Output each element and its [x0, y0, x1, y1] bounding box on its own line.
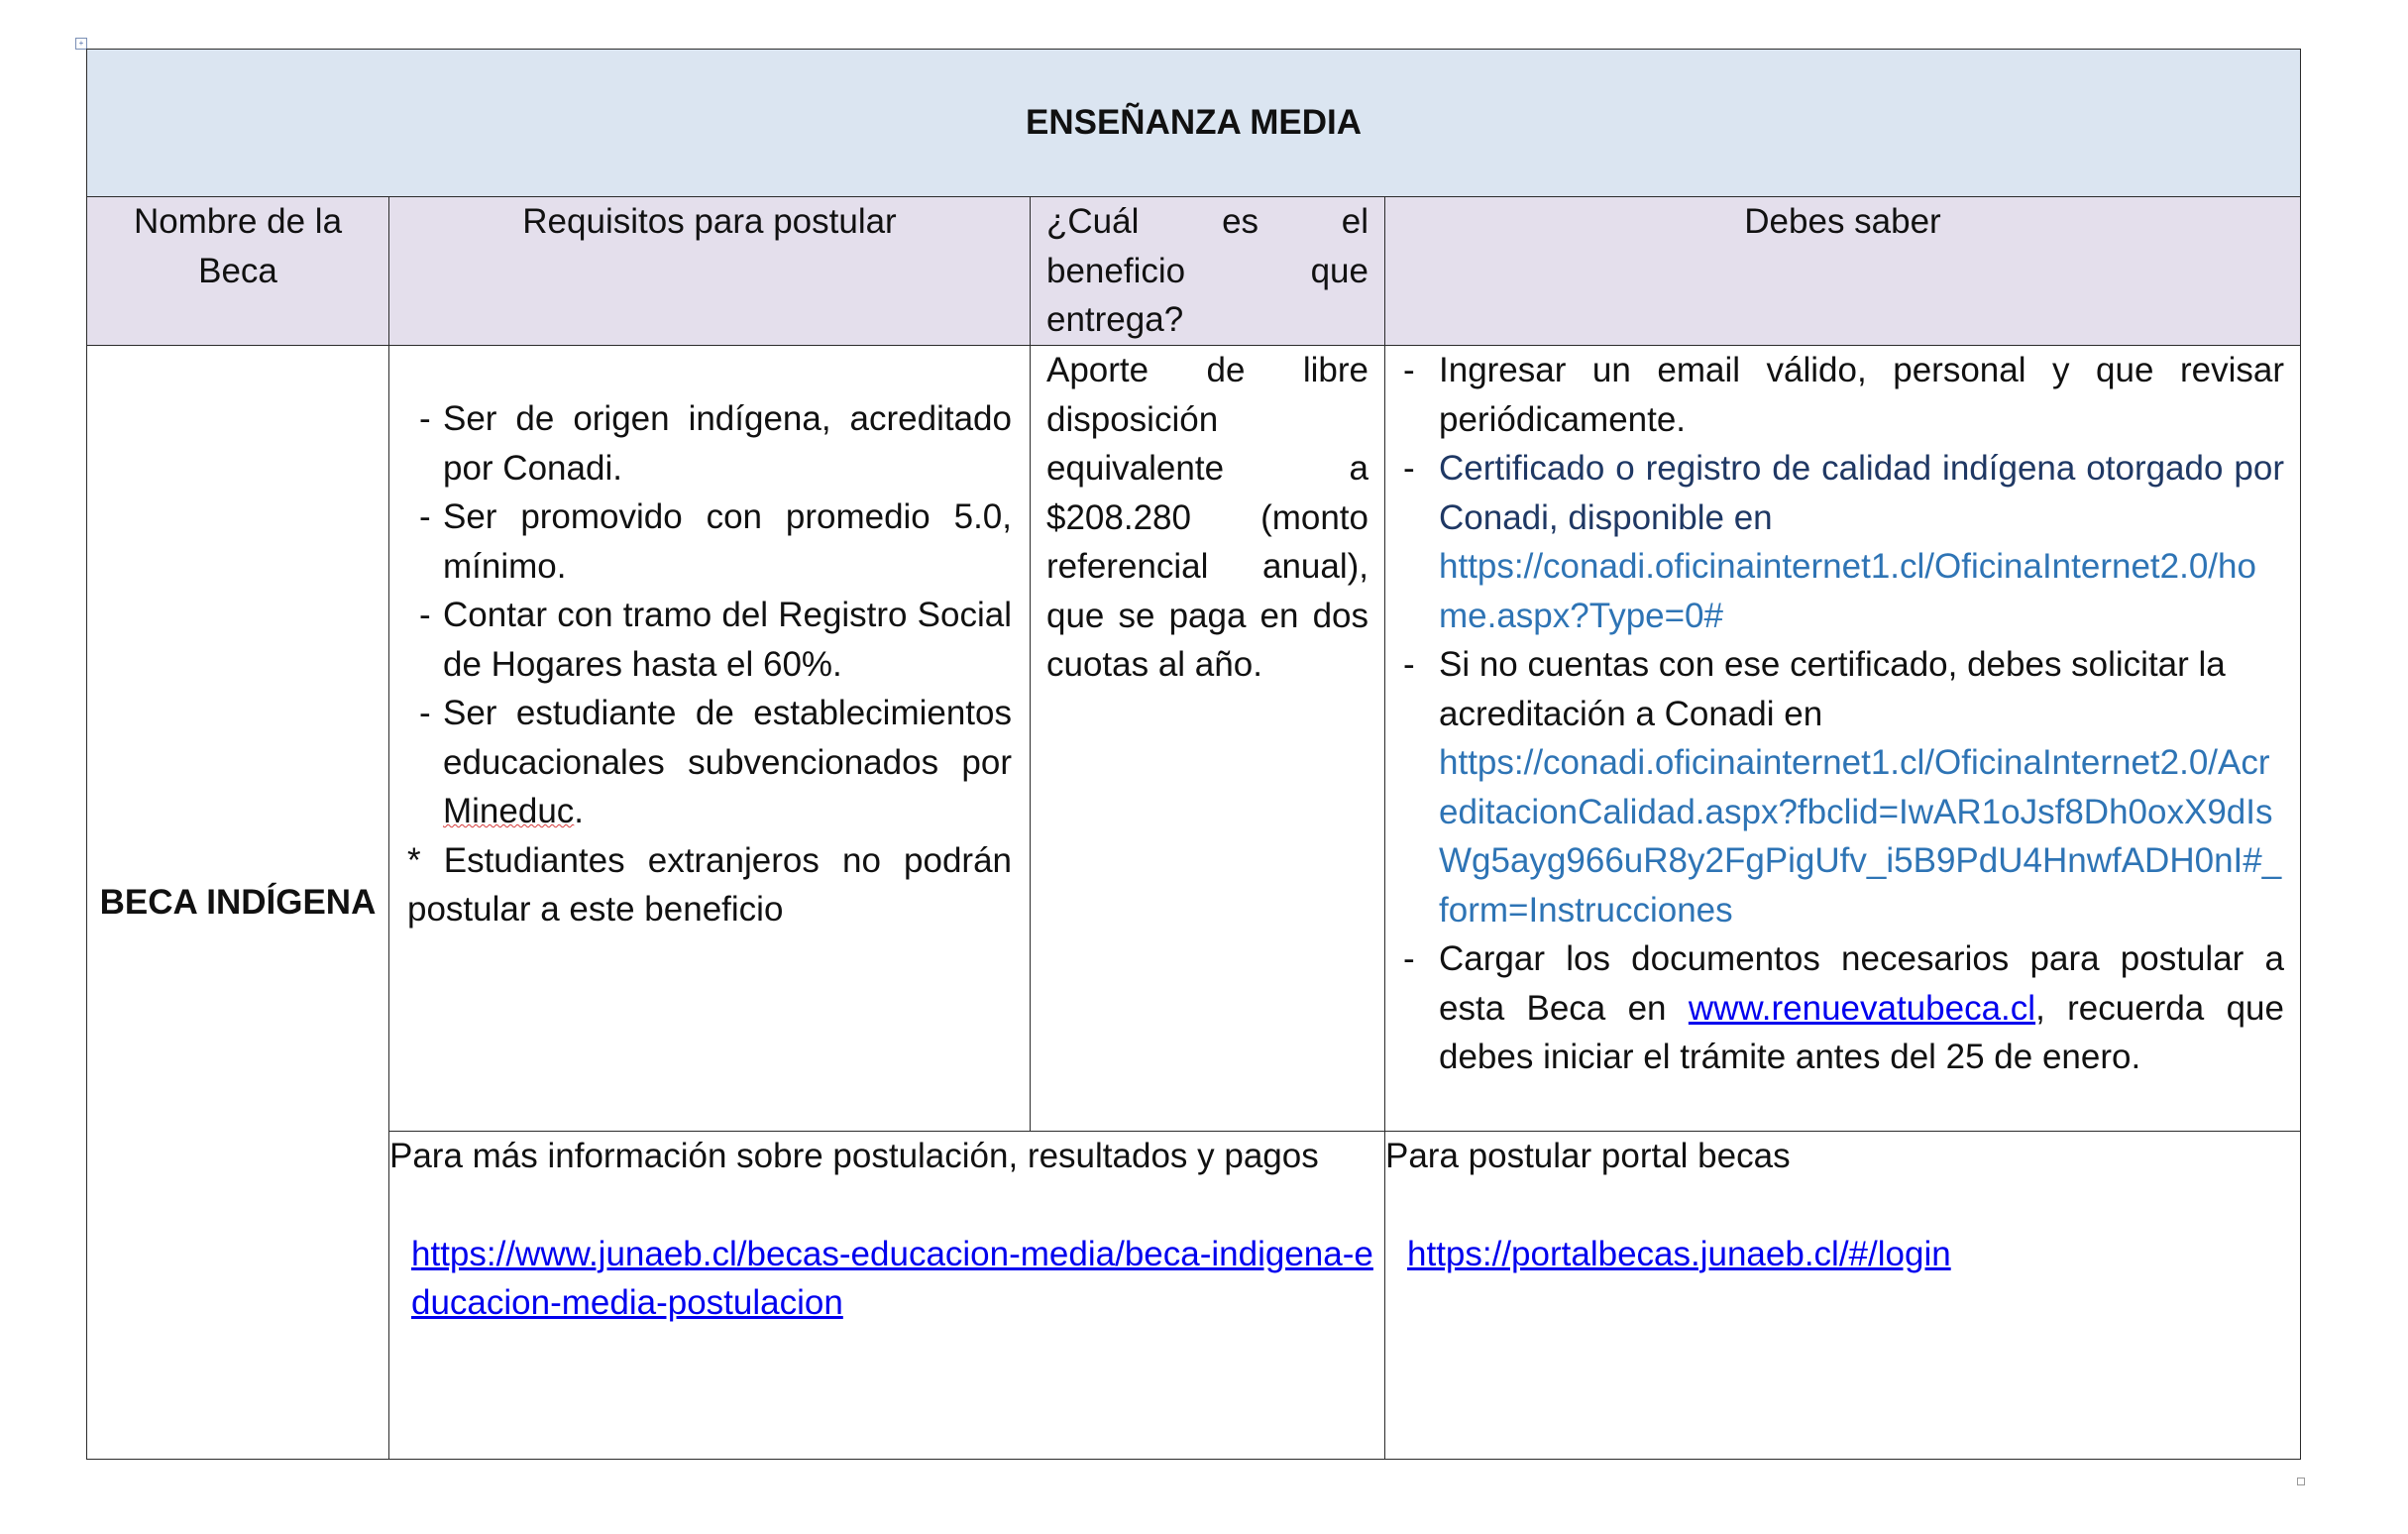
- certificado-text: Certificado o registro de calidad indígena otorgado por Conadi, disponible en: [1439, 449, 2284, 537]
- header-requisitos-label: Requisitos para postular: [522, 202, 897, 241]
- header-nombre-label: Nombre de la Beca: [133, 202, 343, 290]
- list-item: [413, 689, 1012, 836]
- acreditacion-text: Si no cuentas con ese certificado, debes solicitar la acreditación a Conadi en: [1439, 645, 2226, 733]
- table-title: ENSEÑANZA MEDIA: [87, 50, 2301, 197]
- list-item: [1403, 444, 2284, 640]
- info-list: [1385, 346, 2300, 1082]
- list-item: [1409, 934, 2284, 1082]
- header-requisitos: [389, 197, 1031, 346]
- portalbecas-link[interactable]: https://portalbecas.junaeb.cl/#/login: [1407, 1234, 1951, 1273]
- table-resize-handle[interactable]: [2297, 1478, 2305, 1485]
- list-item: - Ser promovido con promedio 5.0, mínimo.: [413, 493, 1012, 591]
- becas-table: [86, 49, 2301, 1460]
- req4-text: Ser estudiante de establecimientos educacionales subvencionados por: [443, 694, 1012, 782]
- beca-name: BECA INDÍGENA: [87, 346, 389, 1460]
- requirements-cell: [389, 346, 1031, 1132]
- extranjeros-note: * Estudiantes extranjeros no podrán postular a este beneficio: [407, 840, 1012, 929]
- requirements-list: [407, 394, 1012, 836]
- info-cell: [1385, 346, 2301, 1132]
- benefit-cell: [1031, 346, 1385, 1132]
- junaeb-postulacion-link[interactable]: https://www.junaeb.cl/becas-educacion-media/beca-indigena-educacion-media-postulacion: [411, 1234, 1373, 1322]
- cargar-text: Cargar los documentos necesarios para postular a esta Beca en: [1439, 939, 2284, 1028]
- renuevatubeca-link[interactable]: www.renuevatubeca.cl: [1688, 988, 2036, 1028]
- list-item: [1403, 640, 2284, 934]
- header-nombre: [87, 197, 389, 346]
- header-beneficio: [1031, 197, 1385, 346]
- mineduc-word: Mineduc: [443, 792, 575, 830]
- header-debes-saber: [1385, 197, 2301, 346]
- list-item: - Contar con tramo del Registro Social de Hogares hasta el 60%.: [413, 591, 1012, 689]
- portal-text: Para postular portal becas: [1385, 1137, 1791, 1175]
- req4-end: .: [574, 792, 585, 830]
- conadi-home-url[interactable]: https://conadi.oficinainternet1.cl/OficinaInternet2.0/home.aspx?Type=0#: [1439, 547, 2256, 635]
- portal-cell: [1385, 1132, 2301, 1460]
- header-beneficio-label: ¿Cuál es el beneficio que entrega?: [1046, 202, 1368, 339]
- conadi-acreditacion-url[interactable]: https://conadi.oficinainternet1.cl/OficinaInternet2.0/AcreditacionCalidad.aspx?fbclid=IwAR1oJsf8Dh0oxX9dIsWg5ayg966uR8y2FgPigUfv_i5B9PdU4HnwfADH0nI#_form=Instrucciones: [1439, 743, 2282, 930]
- benefit-text: Aporte de libre disposición equivalente a $208.280 (monto referencial anual), que se paga en dos cuotas al año.: [1046, 351, 1368, 684]
- more-info-text: Para más información sobre postulación, resultados y pagos: [389, 1137, 1319, 1175]
- header-debes-saber-label: Debes saber: [1744, 202, 1941, 241]
- more-info-cell: [389, 1132, 1385, 1460]
- table-move-handle[interactable]: +: [75, 38, 87, 50]
- list-item: - Ser de origen indígena, acreditado por Conadi.: [413, 394, 1012, 493]
- list-item: - Ingresar un email válido, personal y que revisar periódicamente.: [1403, 346, 2284, 444]
- recuerda-text: , recuerda que debes iniciar el trámite antes del 25 de enero.: [1439, 988, 2284, 1076]
